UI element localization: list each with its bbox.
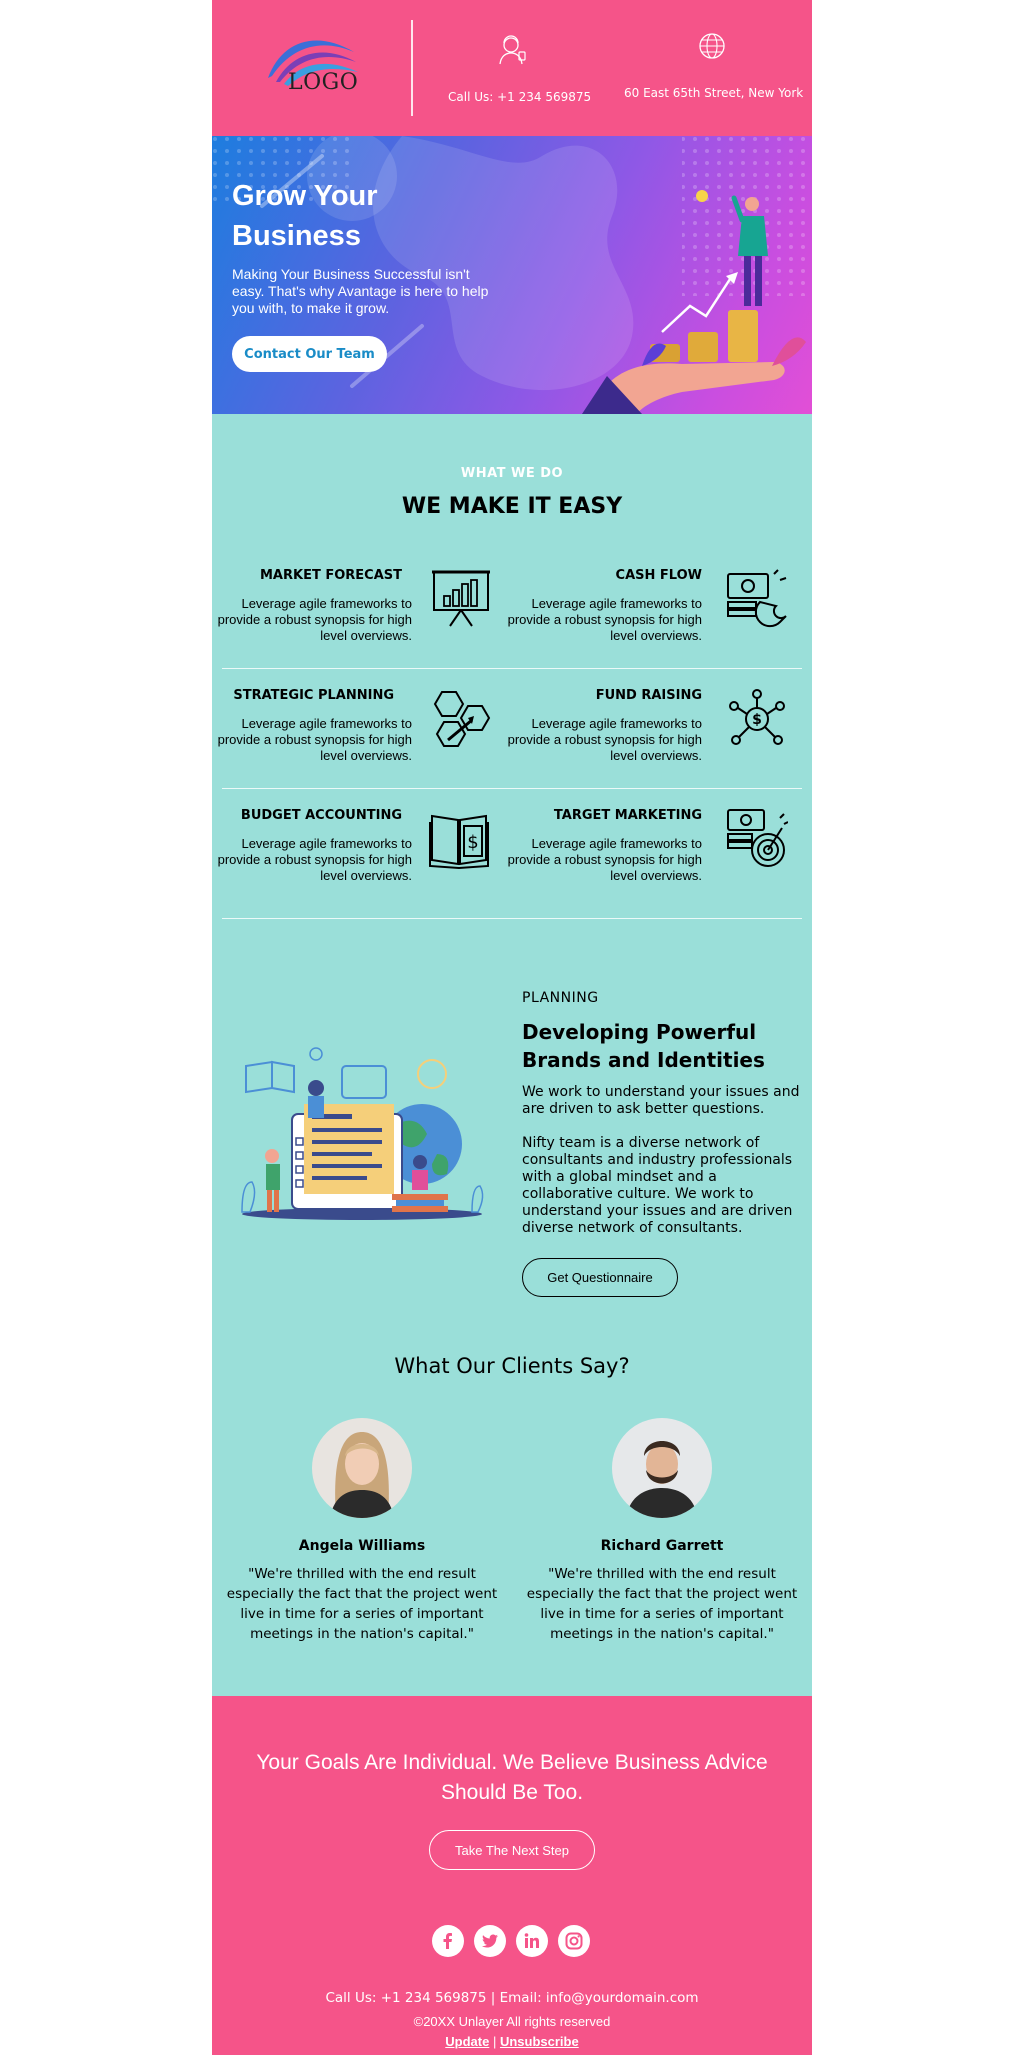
planning-paragraph: We work to understand your issues and are driven to ask better questions.: [522, 1084, 800, 1117]
ledger-dollar-icon: [428, 808, 490, 870]
hexagon-strategy-icon: [432, 688, 494, 750]
divider: [222, 918, 802, 919]
unsubscribe-link[interactable]: Unsubscribe: [499, 2034, 579, 2049]
services-title: WE MAKE IT EASY: [401, 494, 623, 519]
services-kicker: WHAT WE DO: [460, 466, 564, 481]
services-section: [212, 414, 812, 1696]
clients-title: What Our Clients Say?: [394, 1354, 630, 1378]
contact-team-button[interactable]: Contact Our Team: [232, 336, 387, 372]
client-photo-richard: [612, 1418, 712, 1518]
planning-title: Developing Powerful Brands and Identities: [522, 1020, 765, 1072]
divider: [222, 668, 802, 669]
logo-text: LOGO: [288, 70, 359, 95]
service-title: STRATEGIC PLANNING: [233, 688, 394, 703]
planning-kicker: PLANNING: [522, 990, 599, 1006]
client-name: Angela Williams: [298, 1538, 426, 1554]
service-desc: Leverage agile frameworks to provide a robust synopsis for high level overviews.: [507, 596, 702, 643]
update-link[interactable]: Update: [445, 2034, 490, 2049]
client-quote: "We're thrilled with the end result especially the fact that the project went live in time for a series of important meetings in the nation's capital.": [526, 1566, 798, 1642]
service-desc: Leverage agile frameworks to provide a robust synopsis for high level overviews.: [217, 596, 412, 643]
client-photo-angela: [312, 1418, 412, 1518]
money-magnet-icon: [726, 568, 788, 630]
header: [212, 0, 812, 136]
facebook-icon[interactable]: [432, 1925, 464, 1957]
planning-paragraph: Nifty team is a diverse network of consultants and industry professionals with a global mindset and a collaborative culture. We work to understand your issues and are driven diverse network of consultants.: [522, 1135, 793, 1236]
instagram-icon[interactable]: [558, 1925, 590, 1957]
svg-text:$: $: [752, 712, 762, 728]
service-desc: Leverage agile frameworks to provide a robust synopsis for high level overviews.: [507, 836, 702, 883]
client-name: Richard Garrett: [600, 1538, 724, 1554]
service-desc: Leverage agile frameworks to provide a robust synopsis for high level overviews.: [217, 836, 412, 883]
service-title: TARGET MARKETING: [553, 808, 702, 823]
money-target-icon: [726, 808, 788, 870]
service-title: FUND RAISING: [595, 688, 702, 703]
dollar-network-icon: [726, 688, 788, 750]
client-quote: "We're thrilled with the end result especially the fact that the project went live in time for a series of important meetings in the nation's capital.": [226, 1566, 498, 1642]
presentation-chart-icon: [430, 568, 492, 630]
hero-title: Grow Your Business: [232, 180, 378, 252]
footer-contact: Call Us: +1 234 569875 | Email: info@yourdomain.com: [325, 1990, 699, 2006]
header-phone[interactable]: Call Us: +1 234 569875: [448, 90, 592, 104]
planning-illustration: [232, 1044, 492, 1244]
footer-copyright: ©20XX Unlayer All rights reserved: [413, 2014, 611, 2029]
service-desc: Leverage agile frameworks to provide a robust synopsis for high level overviews.: [507, 716, 702, 763]
header-divider: [411, 20, 413, 116]
hero-banner: [212, 136, 812, 414]
avatar: [612, 1418, 712, 1518]
email-container: [212, 0, 812, 2055]
service-title: CASH FLOW: [615, 568, 702, 583]
hero-subtitle: Making Your Business Successful isn't easy. That's why Avantage is here to help you with, to make it grow.: [232, 266, 489, 316]
divider: [222, 788, 802, 789]
footer-separator: |: [492, 2034, 497, 2049]
svg-text:$: $: [467, 832, 479, 853]
service-title: BUDGET ACCOUNTING: [240, 808, 402, 823]
footer: [212, 1696, 812, 2055]
agent-icon: [494, 32, 530, 68]
twitter-icon[interactable]: [474, 1925, 506, 1957]
take-next-step-button[interactable]: Take The Next Step: [429, 1830, 595, 1870]
avatar: [312, 1418, 412, 1518]
service-desc: Leverage agile frameworks to provide a robust synopsis for high level overviews.: [217, 716, 412, 763]
footer-title: Your Goals Are Individual. We Believe Business Advice Should Be Too.: [256, 1751, 768, 1804]
service-title: MARKET FORECAST: [259, 568, 402, 583]
linkedin-icon[interactable]: [516, 1925, 548, 1957]
get-questionnaire-button[interactable]: Get Questionnaire: [522, 1258, 678, 1297]
header-address: 60 East 65th Street, New York: [624, 86, 804, 100]
globe-icon: [694, 28, 730, 64]
footer-links: [212, 2034, 812, 2049]
